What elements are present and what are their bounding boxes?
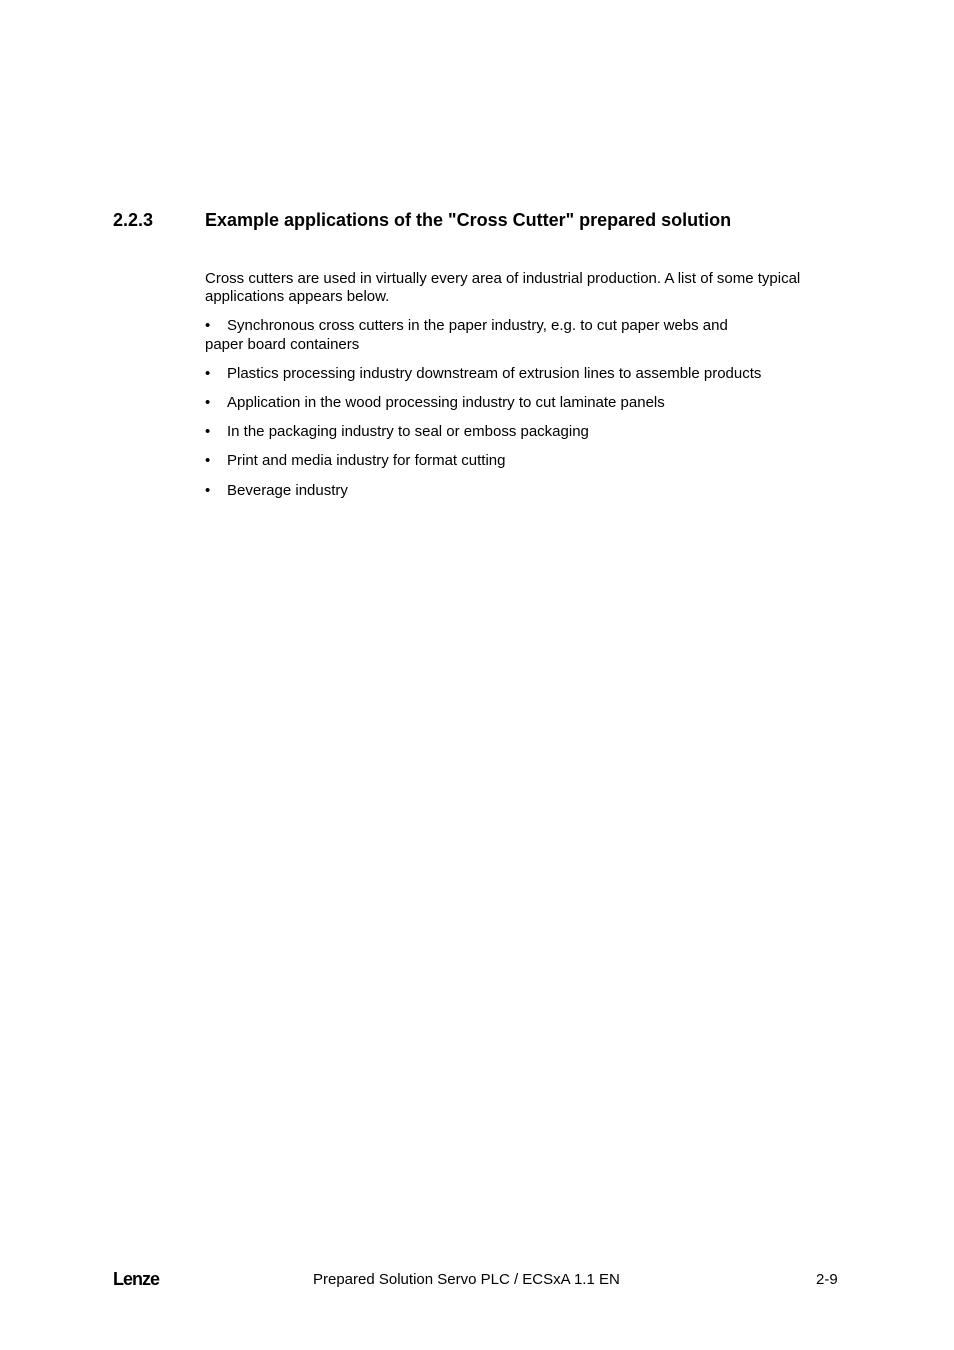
list-item [205, 482, 850, 500]
bullet-icon: • [205, 317, 211, 334]
intro-paragraph: Cross cutters are used in virtually every area of industrial production. A list of some typical applications appears below. [205, 270, 801, 305]
section-number: 2.2.3 [113, 210, 154, 230]
list-item [205, 365, 850, 383]
bullet-icon: • [205, 482, 211, 499]
footer-page-number: 2-9 [816, 1271, 838, 1288]
list-item-text: Plastics processing industry downstream of extrusion lines to assemble products [227, 365, 762, 382]
list-item [205, 317, 850, 335]
list-item-text: Beverage industry [227, 482, 348, 499]
bullet-icon: • [205, 365, 211, 382]
list-item [205, 452, 850, 470]
footer-logo: Lenze [113, 1269, 160, 1289]
list-item-text: Application in the wood processing industry to cut laminate panels [227, 394, 665, 411]
section-title: Example applications of the "Cross Cutter" prepared solution [205, 210, 732, 230]
list-item-continuation [205, 336, 850, 354]
list-item [205, 394, 850, 412]
bullet-icon: • [205, 452, 211, 469]
list-item-text: Synchronous cross cutters in the paper industry, e.g. to cut paper webs and [227, 317, 728, 334]
footer-document-title: Prepared Solution Servo PLC / ECSxA 1.1 EN [313, 1271, 620, 1288]
list-item-text: Print and media industry for format cutting [227, 452, 506, 469]
bullet-icon: • [205, 394, 211, 411]
list-item [205, 423, 850, 441]
bullet-icon: • [205, 423, 211, 440]
list-item-text: paper board containers [205, 336, 360, 353]
list-item-text: In the packaging industry to seal or emboss packaging [227, 423, 589, 440]
